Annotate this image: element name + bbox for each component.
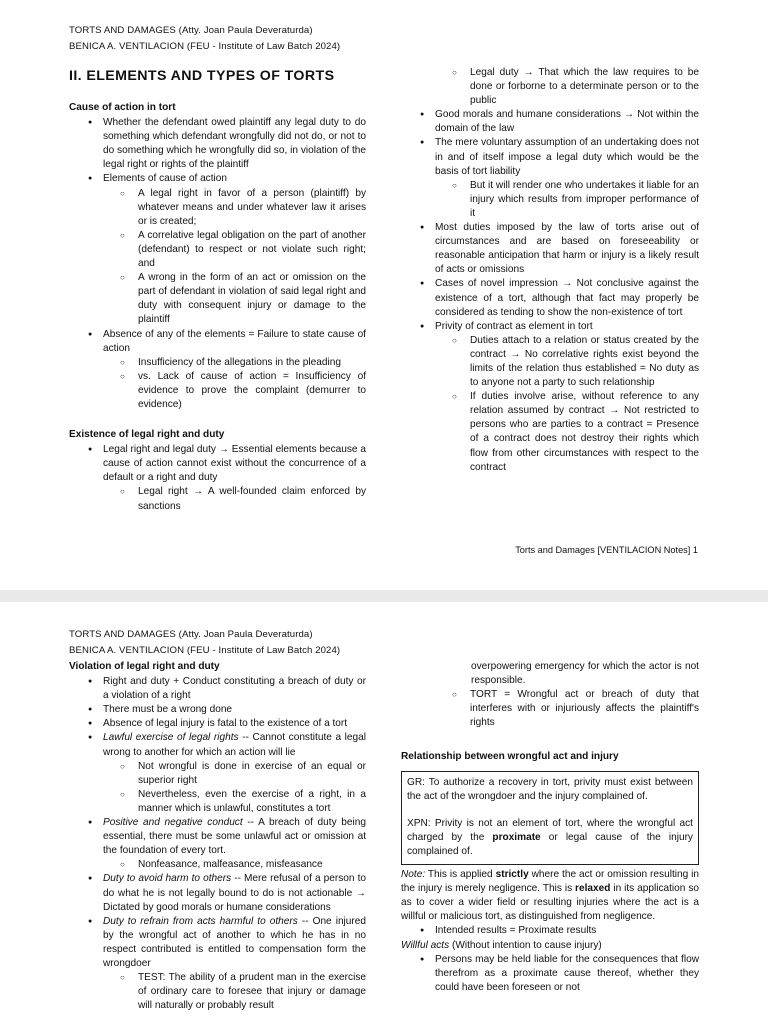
right-column xyxy=(401,66,699,475)
list-item-text: -- Mere refusal of a person to do what he is not legally bound to do is not actionable → Dictated by good morals or humane considerations xyxy=(103,873,366,913)
bullet-list-continued xyxy=(401,66,699,475)
list-item xyxy=(69,328,366,413)
subheading-existence-of-right: Existence of legal right and duty xyxy=(69,429,225,441)
sub-list xyxy=(103,356,366,412)
sub-list-item: ○ If duties involve arise, without reference to any relation assumed by contract → Not restricted to persons who are parties to a contract = Presence of a contract does not destroy their rights which flow from other circumstances with respect to the contract xyxy=(435,390,699,475)
sub-list-item: ○ vs. Lack of cause of action = Insufficiency of evidence to prove the complaint (demurrer to evidence) xyxy=(103,370,366,412)
left-column xyxy=(69,66,366,514)
exception-text-a: XPN: Privity is not an element of tort, where the wrongful act charged by the xyxy=(407,817,693,843)
exception-text-b: or legal cause of the injury complained of. xyxy=(407,831,693,857)
bullet-list xyxy=(69,116,366,412)
list-item: ● Most duties imposed by the law of torts arise out of circumstances and are based on foreseeability or reasonable anticipation that harm or injury is a likely result of acts or omissions xyxy=(401,221,699,277)
subheading-cause-of-action: Cause of action in tort xyxy=(69,102,176,113)
note-bold: relaxed xyxy=(575,883,611,895)
sub-list-item: ○ TORT = Wrongful act or breach of duty that interferes with or injuriously affects the plaintiff's rights xyxy=(435,688,699,730)
page-2 xyxy=(0,602,768,1024)
sub-list-item: ○ A correlative legal obligation on the part of another (defendant) to respect or not violate such right; and xyxy=(103,229,366,271)
italic-term: Lawful exercise of legal rights xyxy=(103,732,239,744)
header-author-line: BENICA A. VENTILACION (FEU - Institute of Law Batch 2024) xyxy=(69,41,341,52)
list-item xyxy=(69,443,366,513)
list-item-text: -- A breach of duty being essential, there must be some unlawful act or omission at the foundation of every tort. xyxy=(103,817,366,857)
sub-list xyxy=(435,66,699,108)
list-item-text: Absence of any of the elements = Failure to state cause of action xyxy=(103,328,366,354)
list-item-text: -- One injured by the wrongful act of another to which he has in no respect contributed is entitled to compensation form the wrongdoer xyxy=(103,915,366,969)
list-item-text: Legal right and legal duty → Essential elements because a cause of action cannot exist without the concurrence of a default or a right and duty xyxy=(103,444,366,484)
list-item: ● Good morals and humane considerations → Not within the domain of the law xyxy=(401,108,699,136)
list-item: ● Persons may be held liable for the consequences that flow therefrom as a proximate cause thereof, whether they could have been foreseen or not xyxy=(401,953,699,995)
italic-term: Positive and negative conduct xyxy=(103,817,243,829)
list-item: ● Right and duty + Conduct constituting a breach of duty or a violation of a right xyxy=(69,675,366,703)
subheading-relationship: Relationship between wrongful act and injury xyxy=(401,751,619,763)
right-column xyxy=(401,660,699,995)
continued-text: overpowering emergency for which the actor is not responsible. xyxy=(471,661,699,687)
sub-list-item: ○ A legal right in favor of a person (plaintiff) by whatever means and under whatever law it arises or is created; xyxy=(103,187,366,229)
left-column xyxy=(69,660,366,1013)
sub-list-item: ○ Legal right → A well-founded claim enforced by sanctions xyxy=(103,485,366,513)
list-item-text: -- Cannot constitute a legal wrong to another for which an action will lie xyxy=(103,732,366,758)
sub-list-item: ○ Not wrongful is done in exercise of an equal or superior right xyxy=(103,760,366,788)
list-item: ● Whether the defendant owed plaintiff any legal duty to do something which defendant wrongfully did not do, or not to do something which he wrongfully did so, in violation of the legal right or rights of the plaintiff xyxy=(69,116,366,172)
header-course-line: TORTS AND DAMAGES (Atty. Joan Paula Deveraturda) xyxy=(69,629,313,640)
subheading-violation: Violation of legal right and duty xyxy=(69,661,220,672)
page-header xyxy=(69,23,340,55)
list-item: ● There must be a wrong done xyxy=(69,703,366,717)
list-item xyxy=(69,816,366,872)
page-header xyxy=(69,627,340,659)
note-text: This is applied xyxy=(425,869,496,881)
list-item xyxy=(69,915,366,1014)
sub-list-item: ○ Nevertheless, even the exercise of a right, in a manner which is unlawful, constitutes a tort xyxy=(103,788,366,816)
note-text: in its application so as to cover a wider field or resulting injuries where the act is a willful or malicious tort, as distinguished from negligence. xyxy=(401,883,699,923)
sub-list xyxy=(103,485,366,513)
sub-list-item: ○ Insufficiency of the allegations in the pleading xyxy=(103,356,366,370)
italic-term: Willful acts xyxy=(401,939,450,951)
bullet-list xyxy=(401,953,699,995)
list-item-text: Elements of cause of action xyxy=(103,173,227,185)
exception-bold: proximate xyxy=(492,831,541,843)
list-item xyxy=(401,320,699,475)
section-title: II. ELEMENTS AND TYPES OF TORTS xyxy=(69,68,335,84)
list-item xyxy=(69,872,366,914)
sub-list-item: ○ Legal duty → That which the law requires to be done or forborne to a determinate person or to the public xyxy=(435,66,699,108)
bullet-list-continued xyxy=(401,688,699,730)
list-item-text: Privity of contract as element in tort xyxy=(435,320,593,332)
willful-acts-text: (Without intention to cause injury) xyxy=(449,939,602,951)
sub-list xyxy=(435,179,699,221)
sub-list-item: ○ A wrong in the form of an act or omission on the part of defendant in violation of said legal right and duty with consequent injury or damage to the plaintiff xyxy=(103,271,366,327)
note-paragraph xyxy=(401,868,699,924)
italic-term: Duty to avoid harm to others xyxy=(103,873,232,885)
general-rule-text: GR: To authorize a recovery in tort, privity must exist between the act of the wrongdoer and the injury complained of. xyxy=(407,776,693,802)
sub-list xyxy=(435,688,699,730)
exception-text xyxy=(407,817,693,859)
note-text: where the act or omission resulting in the injury is merely negligence. This is xyxy=(401,869,699,895)
list-item xyxy=(401,136,699,221)
sub-list-item: ○ Duties attach to a relation or status created by the contract → No correlative rights exist beyond the limits of the relation thus established = No duty as to anyone not a party to such relationship xyxy=(435,334,699,390)
sub-list xyxy=(103,858,366,872)
list-item: ● Absence of legal injury is fatal to the existence of a tort xyxy=(69,717,366,731)
list-item: ● Cases of novel impression → Not conclusive against the existence of a tort, although that fact may properly be considered as tending to show the non-existence of tort xyxy=(401,277,699,319)
list-item xyxy=(69,731,366,816)
bullet-list xyxy=(69,675,366,1013)
list-item-text: The mere voluntary assumption of an undertaking does not in and of itself impose a legal duty which would be the basis of tort liability xyxy=(435,137,699,177)
page-footer: Torts and Damages [VENTILACION Notes] 1 xyxy=(515,545,698,555)
sub-list xyxy=(103,187,366,328)
header-course-line: TORTS AND DAMAGES (Atty. Joan Paula Deveraturda) xyxy=(69,25,313,36)
willful-acts-line xyxy=(401,939,699,953)
bullet-list xyxy=(401,924,699,938)
sub-list-item: ○ But it will render one who undertakes it liable for an injury which results from improper performance of it xyxy=(435,179,699,221)
list-item xyxy=(69,172,366,327)
rule-box xyxy=(401,771,699,865)
list-item: ● Intended results = Proximate results xyxy=(401,924,699,938)
italic-term: Duty to refrain from acts harmful to others xyxy=(103,915,298,927)
note-label: Note: xyxy=(401,869,426,881)
sub-list xyxy=(103,971,366,1013)
sub-list xyxy=(103,760,366,816)
sub-list-item: ○ TEST: The ability of a prudent man in the exercise of ordinary care to foresee that injury or damage will naturally or probably result xyxy=(103,971,366,1013)
continued-item xyxy=(401,688,699,730)
continued-item xyxy=(401,66,699,108)
header-author-line: BENICA A. VENTILACION (FEU - Institute of Law Batch 2024) xyxy=(69,645,341,656)
note-bold: strictly xyxy=(495,869,529,881)
bullet-list xyxy=(69,443,366,513)
sub-list xyxy=(435,334,699,475)
sub-list-item: ○ Nonfeasance, malfeasance, misfeasance xyxy=(103,858,366,872)
